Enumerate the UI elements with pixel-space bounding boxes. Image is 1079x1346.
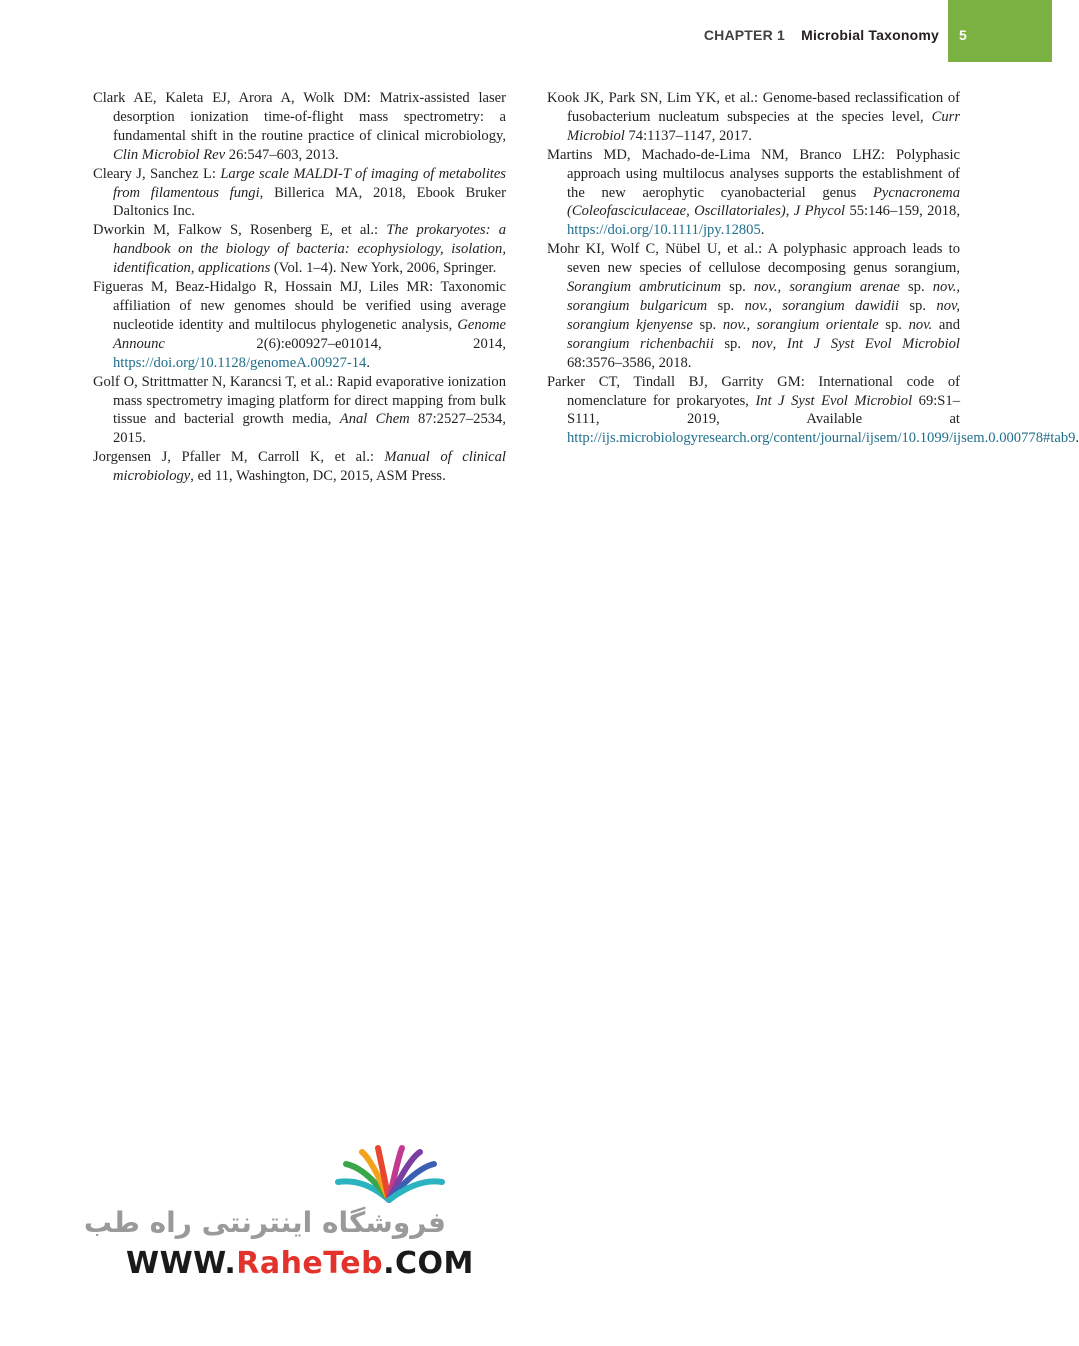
reference-italic: nov., sorangium dawidii: [744, 297, 899, 314]
reference-text: sp.: [707, 297, 745, 314]
watermark-site-brand: RaheTeb: [236, 1246, 384, 1281]
reference-text: Figueras M, Beaz-Hidalgo R, Hossain MJ, Liles MR: Taxonomic affiliation of new genomes should be verified using average nucleotide identity and multilocus phylogenetic analysis,: [93, 279, 506, 333]
reference-italic: The prokaryotes: a handbook on the biology of bacteria: ecophysiology, isolation, identification, applications: [113, 222, 506, 277]
reference-italic: Clin Microbiol Rev: [113, 146, 226, 163]
reference-italic: nov., sorangium arenae: [753, 279, 900, 296]
reference-text: 26:547–603, 2013.: [225, 146, 339, 163]
reference-text: 68:3576–3586, 2018.: [567, 354, 692, 371]
reference-italic: sorangium richenbachii: [567, 335, 714, 352]
reference-italic: Pycnacronema (Coleofasciculaceae, Oscillatoriales): [567, 184, 960, 220]
reference-text: sp.: [692, 316, 723, 333]
reference-link[interactable]: https://doi.org/10.1111/jpy.12805: [567, 222, 761, 239]
reference-text: 69:S1–S111, 2019, Available at: [567, 392, 960, 428]
reference-text: ,: [785, 203, 794, 220]
reference-italic: Manual of clinical microbiology: [113, 449, 506, 485]
reference-text: Martins MD, Machado-de-Lima NM, Branco LHZ: Polyphasic approach using multilocus analyses supports the establishment of the new aerophytic cyanobacterial genus: [547, 146, 960, 201]
reference-entry: [93, 89, 506, 165]
reference-italic: J Phycol: [793, 203, 846, 220]
reference-italic: Int J Syst Evol Microbiol: [786, 335, 960, 352]
reference-italic: Int J Syst Evol Microbiol: [755, 392, 913, 409]
reference-entry: [547, 373, 1079, 449]
reference-text: , Billerica MA, 2018, Ebook Bruker Daltonics Inc.: [113, 184, 506, 220]
reference-italic: Sorangium ambruticinum: [567, 279, 722, 296]
reference-italic: Anal Chem: [339, 411, 410, 428]
reference-text: .: [760, 222, 765, 239]
reference-text: Parker CT, Tindall BJ, Garrity GM: International code of nomenclature for prokaryotes,: [547, 373, 960, 409]
reference-text: .: [1075, 430, 1079, 447]
reference-text: Kook JK, Park SN, Lim YK, et al.: Genome-based reclassification of fusobacterium nucleatum subspecies at the species level,: [547, 90, 960, 125]
reference-text: , ed 11, Washington, DC, 2015, ASM Press.: [190, 468, 446, 485]
references-column-right: [547, 89, 1079, 448]
reference-text: sp.: [721, 279, 754, 296]
reference-text: .: [366, 354, 371, 371]
reference-entry: [547, 146, 960, 241]
reference-italic: nov., sorangium orientale: [722, 316, 879, 333]
watermark-site-prefix: WWW.: [126, 1246, 237, 1281]
reference-text: sp.: [899, 279, 933, 296]
references-column-left: [93, 89, 506, 486]
reference-text: 2(6):e00927–e01014, 2014,: [164, 335, 506, 352]
page-number: 5: [959, 27, 967, 43]
reference-entry: [93, 221, 506, 278]
watermark-persian-text: فروشگاه اینترنتی راه طب: [83, 1206, 446, 1239]
reference-italic: nov: [751, 335, 773, 352]
reference-italic: nov, sorangium kjenyense: [567, 297, 961, 333]
reference-entry: [93, 373, 506, 449]
reference-text: Dworkin M, Falkow S, Rosenberg E, et al.:: [93, 222, 387, 239]
reference-text: and: [932, 316, 960, 333]
reference-text: sp.: [898, 297, 937, 314]
watermark-logo: [83, 1148, 474, 1288]
reference-text: ,: [772, 335, 787, 352]
reference-entry: [93, 165, 506, 222]
reference-text: Cleary J, Sanchez L:: [93, 165, 221, 182]
chapter-title: Microbial Taxonomy: [801, 27, 939, 43]
reference-text: Clark AE, Kaleta EJ, Arora A, Wolk DM: Matrix-assisted laser desorption ionization time-of-flight mass spectrometry: a fundamental shift in the routine practice of clinical microbiology,: [93, 90, 506, 144]
reference-text: Mohr KI, Wolf C, Nübel U, et al.: A polyphasic approach leads to seven new species of cellulose decomposing genus sorangium,: [547, 241, 960, 277]
reference-text: 74:1137–1147, 2017.: [624, 127, 752, 144]
reference-entry: [547, 89, 960, 146]
reference-link[interactable]: http://ijs.microbiologyresearch.org/content/journal/ijsem/10.1099/ijsem.0.000778#tab9: [567, 430, 1076, 447]
reference-text: sp.: [713, 335, 752, 352]
header-text: [704, 27, 939, 43]
watermark-site-suffix: .COM: [383, 1246, 474, 1281]
reference-text: 87:2527–2534, 2015.: [113, 411, 507, 447]
running-header: [0, 0, 1052, 62]
reference-italic: Large scale MALDI-T of imaging of metabolites from filamentous fungi: [113, 165, 506, 201]
reference-italic: Curr Microbiol: [567, 108, 960, 144]
reference-text: Golf O, Strittmatter N, Karancsi T, et al.: Rapid evaporative ionization mass spectrometry imaging platform for direct mapping from bulk tissue and bacterial growth media,: [93, 373, 506, 428]
reference-text: (Vol. 1–4). New York, 2006, Springer.: [270, 260, 497, 277]
reference-text: 55:146–159, 2018,: [845, 203, 960, 220]
reference-italic: nov., sorangium bulgaricum: [567, 279, 961, 314]
chapter-label: CHAPTER 1: [703, 27, 785, 43]
reference-italic: Genome Announc: [113, 316, 506, 352]
reference-text: sp.: [878, 316, 909, 333]
watermark-website: [126, 1246, 474, 1281]
reference-italic: nov.: [908, 316, 933, 333]
reference-entry: [547, 240, 960, 372]
open-book-icon: [334, 1148, 444, 1204]
reference-link[interactable]: https://doi.org/10.1128/genomeA.00927-14: [113, 354, 367, 371]
page-number-tab: [948, 0, 1052, 62]
reference-text: Jorgensen J, Pfaller M, Carroll K, et al.:: [93, 449, 385, 466]
reference-entry: [93, 448, 506, 486]
reference-entry: [93, 278, 506, 373]
